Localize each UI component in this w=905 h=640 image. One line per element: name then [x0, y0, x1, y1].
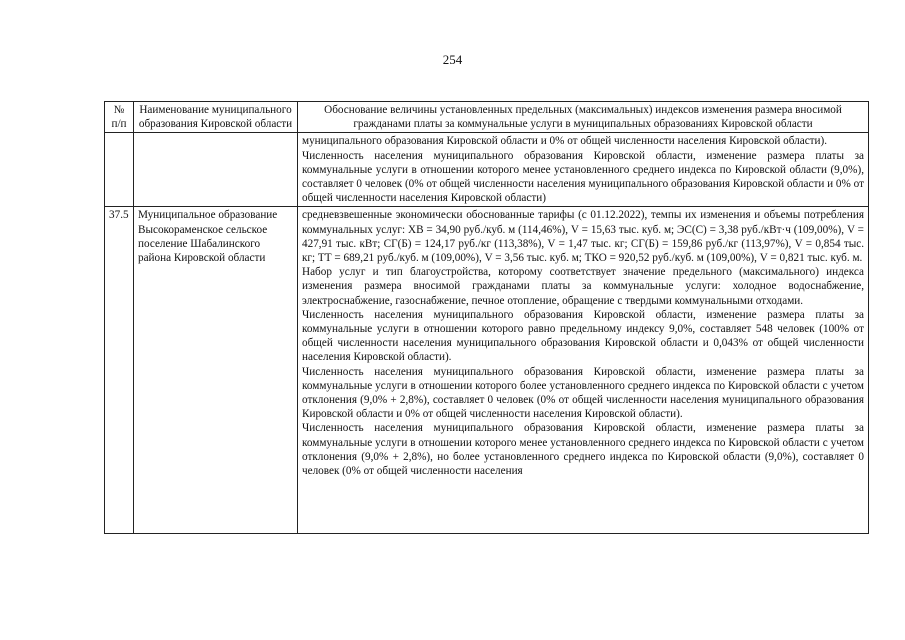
justification-paragraph: Набор услуг и тип благоустройства, которому соответствует значение предельного (максимального) индекса изменения размера вносимой гражданами платы за коммунальные услуги: холодное водоснабжение, электроснабжение, газоснабжение, печное отопление, обращение с твердыми коммунальными отходами. [302, 266, 864, 307]
row-municipality: Муниципальное образование Высокораменское сельское поселение Шабалинского района Кировской области [134, 207, 298, 534]
header-number: № п/п [105, 102, 134, 133]
table-header-row [105, 102, 869, 133]
justification-paragraph: Численность населения муниципального образования Кировской области, изменение размера платы за коммунальные услуги в отношении которого менее установленного среднего индекса по Кировской области с учетом отклонения (9,0% + 2,8%), но более установленного среднего индекса по Кировской области (9,0%), составляет 0 человек (0% от общей численности населения [302, 422, 864, 478]
header-municipality-name: Наименование муниципального образования Кировской области [134, 102, 298, 133]
row-justification [298, 133, 869, 207]
row-justification [298, 207, 869, 534]
row-municipality [134, 133, 298, 207]
justification-paragraph: Численность населения муниципального образования Кировской области, изменение размера платы за коммунальные услуги в отношении которого равно предельному индексу 9,0%, составляет 548 человек (100% от общей численности населения муниципального образования Кировской области и 0,043% от общей численности населения Кировской области). [302, 308, 864, 364]
justification-body [302, 208, 864, 532]
justification-table [104, 101, 869, 534]
table-row [105, 207, 869, 534]
page-number: 254 [442, 52, 463, 67]
row-number: 37.5 [105, 207, 134, 534]
justification-paragraph: средневзвешенные экономически обоснованные тарифы (с 01.12.2022), темпы их изменения и объемы потребления коммунальных услуг: ХВ = 34,90 руб./куб. м (114,46%), V = 15,63 тыс. куб. м; ЭС(С) = 3,38 руб./кВт·ч (109,00%), V = 427,91 тыс. кВт; СГ(Б) = 124,17 руб./кг (113,38%), V = 1,47 тыс. кг; СГ(Б) = 159,86 руб./кг (113,97%), V = 0,854 тыс. кг; ТТ = 689,21 руб./куб. м (109,00%), V = 3,56 тыс. куб. м; ТКО = 920,52 руб./куб. м (109,00%), V = 0,821 тыс. куб. м. [302, 209, 864, 265]
justification-paragraph: муниципального образования Кировской области и 0% от общей численности населения Кировской области). [302, 135, 828, 148]
header-justification: Обоснование величины установленных предельных (максимальных) индексов изменения размера вносимой гражданами платы за коммунальные услуги в муниципальных образованиях Кировской области [298, 102, 869, 133]
justification-paragraph: Численность населения муниципального образования Кировской области, изменение размера платы за коммунальные услуги в отношении которого менее установленного среднего индекса по Кировской области (9,0%), составляет 0 человек (0% от общей численности населения муниципального образования Кировской области и 0% от общей численности населения Кировской области) [302, 149, 864, 205]
justification-paragraph: Численность населения муниципального образования Кировской области, изменение размера платы за коммунальные услуги в отношении которого более установленного среднего индекса по Кировской области с учетом отклонения (9,0% + 2,8%), составляет 0 человек (0% от общей численности населения муниципального образования Кировской области и 0% от общей численности населения Кировской области). [302, 365, 864, 421]
table-row [105, 133, 869, 207]
row-number [105, 133, 134, 207]
